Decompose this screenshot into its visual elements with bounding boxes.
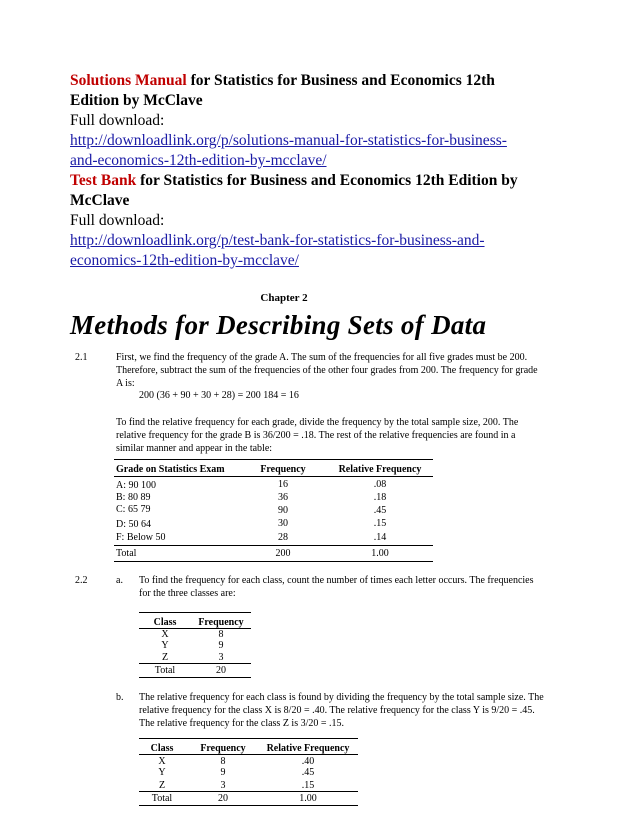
paragraph-line: First, we find the frequency of the grade A. The sum of the frequencies for all five grades must be 200. bbox=[116, 352, 528, 363]
part-a-paragraph bbox=[139, 574, 589, 600]
table-cell-grade-c: C: 65 79 bbox=[116, 504, 151, 515]
header-line-6: McClave bbox=[70, 192, 130, 209]
table-total-label: Total bbox=[116, 548, 137, 559]
table-b-total-label: Total bbox=[151, 793, 173, 804]
table-cell-freq-d: 30 bbox=[278, 518, 288, 529]
table-a-rule-top bbox=[139, 612, 251, 613]
table-b-relfreq-y: .45 bbox=[301, 767, 315, 778]
exercise-2-1-paragraph-2 bbox=[116, 416, 586, 455]
paragraph-line: The relative frequency for each class is found by dividing the frequency by the total sample size. The bbox=[139, 692, 544, 703]
table-cell-relfreq-d: .15 bbox=[373, 518, 387, 529]
table-cell-grade-b: B: 80 89 bbox=[116, 492, 151, 503]
download-link-1-part2[interactable]: and-economics-12th-edition-by-mcclave/ bbox=[70, 152, 327, 169]
download-link-2-part1[interactable]: http://downloadlink.org/p/test-bank-for-statistics-for-business-and- bbox=[70, 232, 485, 249]
table-a-freq-y: 9 bbox=[218, 640, 224, 651]
table-total-frequency: 200 bbox=[275, 548, 291, 559]
table-rule-header bbox=[114, 476, 433, 477]
table-cell-relfreq-c: .45 bbox=[373, 505, 387, 516]
table-b-total-relative-frequency: 1.00 bbox=[299, 793, 317, 804]
table-cell-freq-f: 28 bbox=[278, 532, 288, 543]
table-cell-relfreq-f: .14 bbox=[373, 532, 387, 543]
table-b-class-y: Y bbox=[158, 767, 166, 778]
table-b-relfreq-x: .40 bbox=[301, 756, 315, 767]
table-a-header-class: Class bbox=[153, 617, 177, 628]
paragraph-line: for the three classes are: bbox=[139, 588, 236, 599]
table-a-total-frequency: 20 bbox=[216, 665, 226, 676]
table-a-freq-x: 8 bbox=[218, 629, 224, 640]
paragraph-line: relative frequency for the class X is 8/20 = .40. The relative frequency for the class Y is 9/20 = .45. bbox=[139, 705, 535, 716]
table-cell-grade-a: A: 90 100 bbox=[116, 480, 156, 491]
exercise-number-2-1: 2.1 bbox=[75, 352, 88, 363]
header-line-5 bbox=[70, 171, 590, 191]
solutions-manual-label: Solutions Manual bbox=[70, 72, 187, 89]
table-header-grade: Grade on Statistics Exam bbox=[116, 464, 225, 475]
chapter-label: Chapter 2 bbox=[260, 292, 308, 304]
part-b-label: b. bbox=[116, 692, 124, 703]
header-line-5-rest: for Statistics for Business and Economics 12th Edition by bbox=[136, 172, 518, 189]
header-line-1-rest: for Statistics for Business and Economics 12th bbox=[186, 72, 495, 89]
table-cell-freq-b: 36 bbox=[278, 492, 288, 503]
table-b-rule-top bbox=[139, 738, 358, 739]
paragraph-line: similar manner and appear in the table: bbox=[116, 443, 273, 454]
table-rule-total bbox=[114, 545, 433, 546]
table-a-rule-bottom bbox=[139, 677, 251, 678]
table-a-freq-z: 3 bbox=[218, 652, 224, 663]
table-b-relfreq-z: .15 bbox=[301, 780, 315, 791]
table-cell-freq-c: 90 bbox=[278, 505, 288, 516]
table-cell-grade-f: F: Below 50 bbox=[116, 532, 166, 543]
table-b-freq-x: 8 bbox=[220, 756, 226, 767]
table-b-header-class: Class bbox=[150, 743, 174, 754]
table-b-header-relative-frequency: Relative Frequency bbox=[266, 743, 350, 754]
part-b-paragraph bbox=[139, 691, 589, 730]
table-b-rule-bottom bbox=[139, 805, 358, 806]
paragraph-line: relative frequency for the grade B is 36/200 = .18. The rest of the relative frequencies are found in a bbox=[116, 430, 516, 441]
table-a-class-x: X bbox=[161, 629, 169, 640]
exercise-number-2-2: 2.2 bbox=[75, 575, 88, 586]
download-link-2-part2[interactable]: economics-12th-edition-by-mcclave/ bbox=[70, 252, 299, 269]
paragraph-line: The relative frequency for the class Z is 3/20 = .15. bbox=[139, 718, 345, 729]
table-rule-top bbox=[114, 459, 433, 460]
exercise-2-1-paragraph-1 bbox=[116, 351, 586, 390]
table-a-class-z: Z bbox=[161, 652, 169, 663]
table-b-class-x: X bbox=[158, 756, 166, 767]
header-line-1 bbox=[70, 71, 590, 91]
table-cell-grade-d: D: 50 64 bbox=[116, 519, 151, 530]
download-label-1: Full download: bbox=[70, 112, 165, 129]
table-cell-freq-a: 16 bbox=[278, 479, 288, 490]
frequency-equation: 200 (36 + 90 + 30 + 28) = 200 184 = 16 bbox=[139, 390, 299, 401]
part-a-label: a. bbox=[116, 575, 123, 586]
table-b-freq-z: 3 bbox=[220, 780, 226, 791]
test-bank-label: Test Bank bbox=[70, 172, 137, 189]
table-a-class-y: Y bbox=[161, 640, 169, 651]
paragraph-line: To find the frequency for each class, count the number of times each letter occurs. The frequencies bbox=[139, 575, 534, 586]
table-header-frequency: Frequency bbox=[260, 464, 306, 475]
paragraph-line: A is: bbox=[116, 378, 135, 389]
paragraph-line: Therefore, subtract the sum of the frequencies of the other four grades from 200. The frequency for grade bbox=[116, 365, 538, 376]
header-block bbox=[70, 71, 590, 271]
table-cell-relfreq-a: .08 bbox=[373, 479, 387, 490]
table-a-header-frequency: Frequency bbox=[198, 617, 244, 628]
table-a-total-label: Total bbox=[154, 665, 176, 676]
download-link-1-part1[interactable]: http://downloadlink.org/p/solutions-manual-for-statistics-for-business- bbox=[70, 132, 507, 149]
table-cell-relfreq-b: .18 bbox=[373, 492, 387, 503]
download-label-2: Full download: bbox=[70, 212, 165, 229]
table-b-class-z: Z bbox=[158, 780, 166, 791]
table-b-total-frequency: 20 bbox=[218, 793, 228, 804]
table-b-freq-y: 9 bbox=[220, 767, 226, 778]
table-total-relative-frequency: 1.00 bbox=[371, 548, 389, 559]
table-b-header-frequency: Frequency bbox=[200, 743, 246, 754]
header-line-2: Edition by McClave bbox=[70, 92, 203, 109]
chapter-title: Methods for Describing Sets of Data bbox=[70, 310, 487, 340]
table-rule-bottom bbox=[114, 561, 433, 562]
table-header-relative-frequency: Relative Frequency bbox=[338, 464, 422, 475]
paragraph-line: To find the relative frequency for each grade, divide the frequency by the total sample size, 200. The bbox=[116, 417, 519, 428]
